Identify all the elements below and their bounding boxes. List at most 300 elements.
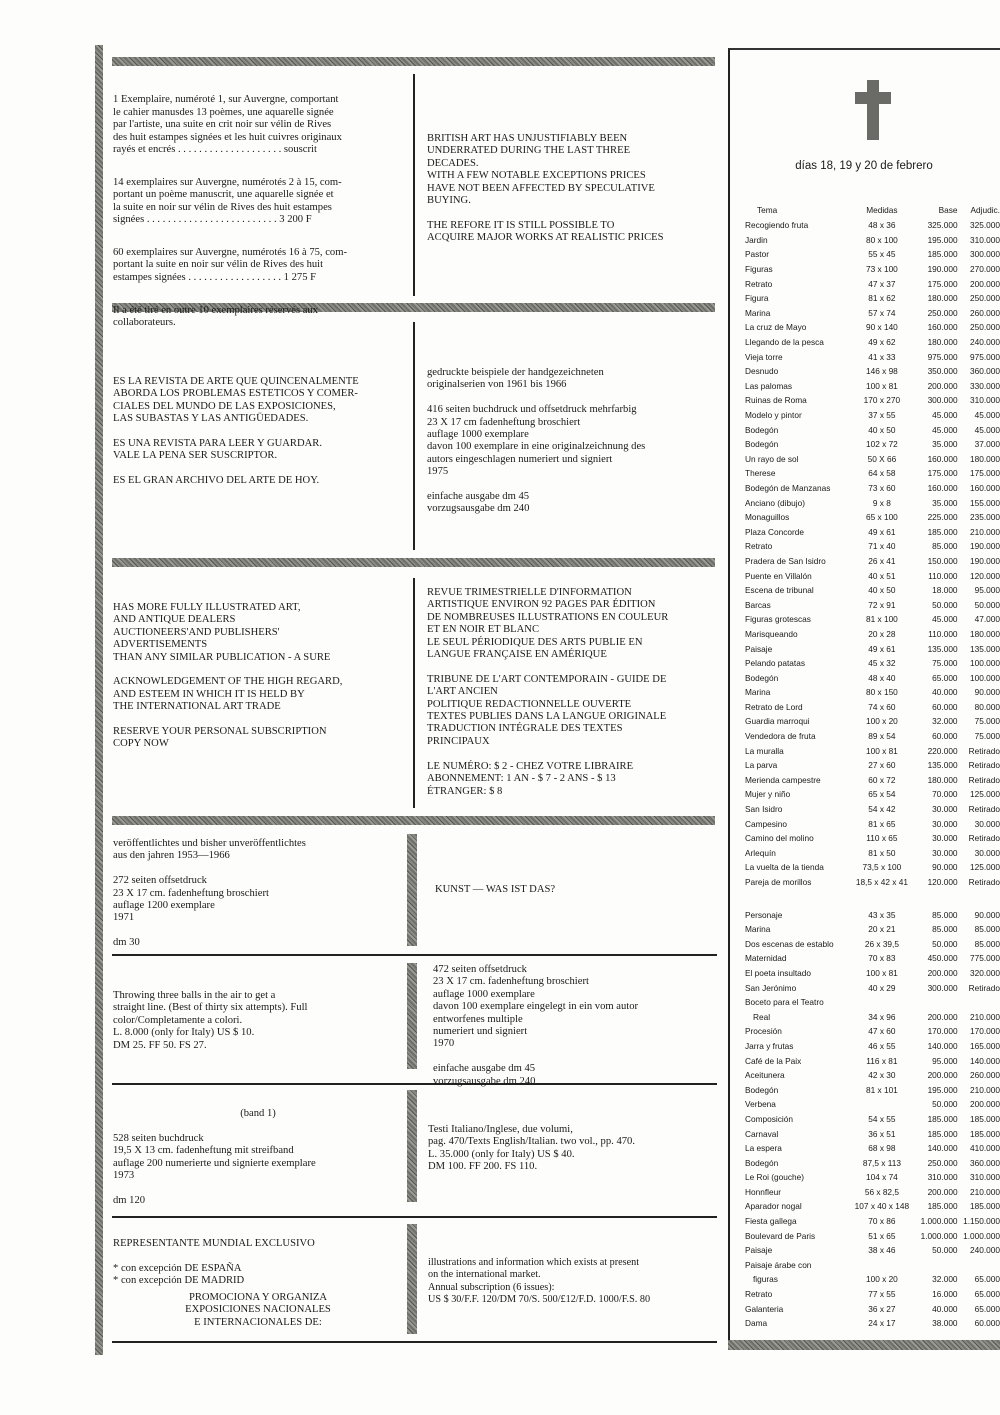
cell-base: 300.000 <box>927 395 958 406</box>
table-row <box>745 583 1000 598</box>
cell-tema: Guardia marroqui <box>745 716 810 727</box>
cell-base: 140.000 <box>927 1143 958 1154</box>
cell-adjudic: 210.000 <box>970 1084 1000 1095</box>
cell-adjudic: 310.000 <box>970 234 1000 245</box>
cell-adjudic: 185.000 <box>970 1128 1000 1139</box>
cell-adjudic: 45.000 <box>974 410 1000 421</box>
cell-base: 85.000 <box>932 909 958 920</box>
cell-tema: Pradera de San Isidro <box>745 555 826 566</box>
cell-tema: Paisaje <box>745 1245 773 1256</box>
cell-medidas: 48 x 40 <box>868 672 896 683</box>
cell-adjudic: 240.000 <box>970 1245 1000 1256</box>
cell-medidas: 42 x 30 <box>868 1070 896 1081</box>
cell-medidas: 73,5 x 100 <box>862 862 902 873</box>
cell-medidas: 72 x 91 <box>868 599 896 610</box>
table-row <box>745 831 1000 846</box>
cell-tema: Ruinas de Roma <box>745 395 807 406</box>
cell-tema: Verbena <box>745 1099 776 1110</box>
cell-base: 160.000 <box>927 482 958 493</box>
cell-tema: Jarra y frutas <box>745 1040 794 1051</box>
cell-medidas: 37 x 55 <box>868 410 896 421</box>
gedruckte-ad: gedruckte beispiele der handgezeichneten originalserien von 1961 bis 1966 416 seiten buchdruck und offsetdruck mehrfarbig 23 X 17 cm fadenheftung broschiert auflage 1000 exemplare davon 100 exemplare in eine originalzeichnung des autors eingeschlagen numeriert und signiert 1975 einfache ausgabe dm 45 vorzugsausgabe dm 240 <box>427 367 646 515</box>
cell-adjudic: 80.000 <box>974 701 1000 712</box>
table-row <box>745 670 1000 685</box>
cell-tema: Marisqueando <box>745 628 798 639</box>
cell-medidas: 81 x 62 <box>868 293 896 304</box>
table-row <box>745 627 1000 642</box>
table-row <box>745 1243 1000 1258</box>
cell-medidas: 80 x 150 <box>865 687 898 698</box>
cell-adjudic: 260.000 <box>970 1070 1000 1081</box>
cell-medidas: 65 x 54 <box>868 789 896 800</box>
cell-medidas: 73 x 60 <box>868 482 896 493</box>
cell-adjudic: 125.000 <box>970 789 1000 800</box>
cell-tema: Camino del molino <box>745 833 814 844</box>
cell-base: 200.000 <box>927 1186 958 1197</box>
cell-base: 120.000 <box>927 877 958 888</box>
cell-adjudic: 250.000 <box>970 322 1000 333</box>
band1-body: 528 seiten buchdruck 19,5 X 13 cm. fadenheftung mit streifband auflage 200 numerierte und signierte exemplare 1973 dm 120 <box>113 1133 316 1207</box>
cell-medidas: 47 x 37 <box>868 278 896 289</box>
cell-adjudic: 75.000 <box>974 716 1000 727</box>
table-row <box>745 1112 1000 1127</box>
cell-medidas: 81 x 101 <box>865 1084 898 1095</box>
cell-adjudic: 210.000 <box>970 1011 1000 1022</box>
table-row <box>745 641 1000 656</box>
column-divider <box>413 322 415 550</box>
cell-adjudic: Retirado <box>968 833 1000 844</box>
cell-tema: Anciano (dibujo) <box>745 497 805 508</box>
cell-adjudic: Retirado <box>968 760 1000 771</box>
cell-tema <box>745 889 852 907</box>
cell-adjudic: 250.000 <box>970 293 1000 304</box>
table-row <box>745 262 1000 277</box>
cell-medidas: 20 x 28 <box>868 628 896 639</box>
cell-tema: Maternidad <box>745 953 787 964</box>
table-row <box>745 937 1000 952</box>
cell-tema: La cruz de Mayo <box>745 322 807 333</box>
cell-base: 250.000 <box>927 1157 958 1168</box>
cell-tema: Figuras grotescas <box>745 614 811 625</box>
cell-base: 160.000 <box>927 322 958 333</box>
table-row <box>745 364 1000 379</box>
cell-tema: La muralla <box>745 745 784 756</box>
table-row <box>745 291 1000 306</box>
cell-tema: Puente en Villalón <box>745 570 812 581</box>
table-row <box>745 846 1000 861</box>
table-row <box>745 408 1000 423</box>
cell-adjudic: 190.000 <box>970 555 1000 566</box>
cell-tema: Bodegón <box>745 439 779 450</box>
cell-adjudic: 360.000 <box>970 1157 1000 1168</box>
cell-adjudic: 235.000 <box>970 512 1000 523</box>
table-row <box>745 714 1000 729</box>
table-row <box>745 966 1000 981</box>
header-medidas: Medidas <box>866 205 898 215</box>
cell-tema: Modelo y pintor <box>745 410 802 421</box>
cell-base: 30.000 <box>932 804 958 815</box>
cell-tema: Las palomas <box>745 380 793 391</box>
cell-adjudic: 140.000 <box>970 1055 1000 1066</box>
cross-icon <box>855 80 891 145</box>
cell-tema: Carnaval <box>745 1128 779 1139</box>
cell-tema: Composición <box>745 1113 793 1124</box>
cell-adjudic: 325.000 <box>970 220 1000 231</box>
cell-base: 350.000 <box>927 366 958 377</box>
revue-trimestrielle-ad: REVUE TRIMESTRIELLE D'INFORMATION ARTISTIQUE ENVIRON 92 PAGES PAR ÉDITION DE NOMBREUSES ILLUSTRATIONS EN COULEUR ET EN NOIR ET BLANC LE SEUL PÉRIODIQUE DES ARTS PUBLIE EN LANGUE FRANÇAISE EN AMÉRIQUE TRIBUNE DE L'ART CONTEMPORAIN - GUIDE DE L'ART ANCIEN POLITIQUE REDACTIONNELLE OUVERTE TEXTES PUBLIES DANS LA LANGUE ORIGINALE TRADUCTION INTÉGRALE DES TEXTES PRINCIPAUX LE NUMÉRO: $ 2 - CHEZ VOTRE LIBRAIRE ABONNEMENT: 1 AN - $ 7 - 2 ANS - $ 13 ÉTRANGER: $ 8 <box>427 587 669 797</box>
cell-medidas: 41 x 33 <box>868 351 896 362</box>
cell-adjudic: 1.000.000 <box>963 1230 1000 1241</box>
table-row <box>745 802 1000 817</box>
cell-medidas: 34 x 96 <box>868 1011 896 1022</box>
cell-medidas: 73 x 100 <box>865 264 898 275</box>
cell-base: 185.000 <box>927 1201 958 1212</box>
table-row <box>745 889 1000 907</box>
table-row <box>745 922 1000 937</box>
representante-ad: REPRESENTANTE MUNDIAL EXCLUSIVO * con excepción DE ESPAÑA * con excepción DE MADRID <box>113 1238 315 1287</box>
cell-base: 50.000 <box>932 1245 958 1256</box>
table-row <box>745 1126 1000 1141</box>
cell-base: 325.000 <box>927 220 958 231</box>
cell-base: 85.000 <box>932 541 958 552</box>
cell-base: 180.000 <box>927 774 958 785</box>
cell-medidas: 81 x 100 <box>865 614 898 625</box>
cell-medidas: 104 x 74 <box>865 1172 898 1183</box>
cell-adjudic: 75.000 <box>974 731 1000 742</box>
table-row <box>745 907 1000 922</box>
row-rule <box>112 954 717 956</box>
cell-adjudic: 160.000 <box>970 482 1000 493</box>
table-row <box>745 875 1000 890</box>
cell-adjudic: Retirado <box>968 877 1000 888</box>
table-row <box>745 1316 1000 1331</box>
cell-medidas: 74 x 60 <box>868 701 896 712</box>
cell-adjudic: 37.000 <box>974 439 1000 450</box>
cell-base: 185.000 <box>927 526 958 537</box>
cell-base: 50.000 <box>932 938 958 949</box>
table-row <box>745 1068 1000 1083</box>
cell-medidas: 27 x 60 <box>868 760 896 771</box>
cell-base: 45.000 <box>932 614 958 625</box>
cell-medidas: 26 x 39,5 <box>864 938 899 949</box>
cell-base <box>912 889 958 907</box>
cell-tema: Plaza Concorde <box>745 526 805 537</box>
cell-tema: Retrato <box>745 278 773 289</box>
table-row <box>745 422 1000 437</box>
cell-adjudic: 320.000 <box>970 967 1000 978</box>
table-row <box>745 597 1000 612</box>
cell-base: 65.000 <box>932 672 958 683</box>
table-row <box>745 1170 1000 1185</box>
cell-medidas: 57 x 74 <box>868 307 896 318</box>
cell-adjudic: 360.000 <box>970 366 1000 377</box>
cell-base: 200.000 <box>927 380 958 391</box>
cell-tema: Llegando de la pesca <box>745 337 824 348</box>
cell-adjudic: 65.000 <box>974 1274 1000 1285</box>
cell-base: 32.000 <box>932 1274 958 1285</box>
cell-tema: Campesino <box>745 818 787 829</box>
divider-band <box>112 816 715 825</box>
cell-tema: Boceto para el Teatro <box>745 997 824 1008</box>
cell-base: 195.000 <box>927 234 958 245</box>
cell-adjudic: 200.000 <box>970 278 1000 289</box>
cell-base: 185.000 <box>927 249 958 260</box>
cell-tema: Recogiendo fruta <box>745 220 809 231</box>
cell-base: 195.000 <box>927 1084 958 1095</box>
cell-medidas: 60 x 72 <box>868 774 896 785</box>
cell-medidas: 47 x 60 <box>868 1026 896 1037</box>
table-row <box>745 1287 1000 1302</box>
table-row <box>745 656 1000 671</box>
column-divider <box>413 578 415 808</box>
row-rule <box>112 1341 717 1343</box>
cell-tema: San Jerónimo <box>745 982 797 993</box>
cell-tema: Merienda campestre <box>745 774 821 785</box>
auction-dates: días 18, 19 y 20 de febrero <box>795 160 933 172</box>
cell-base: 250.000 <box>927 307 958 318</box>
cell-adjudic: 165.000 <box>970 1040 1000 1051</box>
cell-base: 185.000 <box>927 1113 958 1124</box>
column-divider <box>407 1224 417 1334</box>
cell-adjudic: 155.000 <box>970 497 1000 508</box>
cell-adjudic: 100.000 <box>970 672 1000 683</box>
cell-adjudic: 95.000 <box>974 585 1000 596</box>
cell-adjudic: 310.000 <box>970 395 1000 406</box>
table-row <box>745 1082 1000 1097</box>
cell-adjudic: 100.000 <box>970 658 1000 669</box>
cell-base: 200.000 <box>927 1070 958 1081</box>
cell-tema: Retrato de Lord <box>745 701 803 712</box>
cell-medidas: 9 x 8 <box>872 497 891 508</box>
table-row <box>745 743 1000 758</box>
cell-medidas: 89 x 54 <box>868 731 896 742</box>
cell-medidas: 146 x 98 <box>865 366 898 377</box>
cell-adjudic: 240.000 <box>970 337 1000 348</box>
cell-medidas: 45 x 32 <box>868 658 896 669</box>
cell-adjudic <box>958 995 1000 1010</box>
table-row <box>745 495 1000 510</box>
cell-adjudic: Retirado <box>968 982 1000 993</box>
left-border-bar <box>95 45 103 1355</box>
cell-adjudic: 85.000 <box>974 924 1000 935</box>
cell-base: 30.000 <box>932 818 958 829</box>
table-row <box>745 1272 1000 1287</box>
edition-note: Il a été tiré en outre 10 exemplaires réservés aux collaborateurs. <box>113 304 319 328</box>
cell-tema: Figuras <box>745 264 773 275</box>
cell-medidas: 20 x 21 <box>868 924 896 935</box>
cell-base: 220.000 <box>927 745 958 756</box>
cell-base: 45.000 <box>932 410 958 421</box>
cell-base: 32.000 <box>932 716 958 727</box>
cell-tema: Pelando patatas <box>745 658 805 669</box>
cell-base: 50.000 <box>932 1099 958 1110</box>
cell-base: 160.000 <box>927 453 958 464</box>
cell-medidas: 26 x 41 <box>868 555 896 566</box>
cell-base <box>912 1258 958 1273</box>
cell-base: 135.000 <box>927 643 958 654</box>
table-row <box>745 1039 1000 1054</box>
cell-base: 38.000 <box>932 1318 958 1329</box>
cell-base: 190.000 <box>927 264 958 275</box>
cell-adjudic: 410.000 <box>970 1143 1000 1154</box>
cell-tema: Bodegón <box>745 1157 779 1168</box>
table-row <box>745 860 1000 875</box>
column-divider <box>413 74 415 296</box>
seiten-472-ad: 472 seiten offsetdruck 23 X 17 cm. fadenheftung broschiert auflage 1000 exemplare davon 100 exemplare eingelegt in ein vom autor entworfenes multiple numeriert und signiert 1970 einfache ausgabe dm 45 vorzugsausgabe dm 240 <box>433 964 639 1087</box>
cell-medidas: 36 x 27 <box>868 1303 896 1314</box>
cell-tema: Marina <box>745 924 771 935</box>
cell-adjudic: 30.000 <box>974 818 1000 829</box>
cell-medidas: 90 x 140 <box>865 322 898 333</box>
table-row <box>745 1258 1000 1273</box>
cell-adjudic: 330.000 <box>970 380 1000 391</box>
table-row <box>745 218 1000 233</box>
cell-medidas: 49 x 61 <box>868 526 896 537</box>
cell-adjudic: 65.000 <box>974 1289 1000 1300</box>
cell-medidas: 48 x 36 <box>868 220 896 231</box>
cell-medidas: 49 x 62 <box>868 337 896 348</box>
table-header-row <box>745 202 1000 218</box>
cell-medidas: 100 x 81 <box>865 967 898 978</box>
table-row <box>745 1053 1000 1068</box>
cell-medidas: 38 x 46 <box>868 1245 896 1256</box>
cell-base: 40.000 <box>932 687 958 698</box>
testi-ad: Testi Italiano/Inglese, due volumi, pag. 470/Texts English/Italian. two vol., pp. 470. L. 35.000 (only for Italy) US $ 40. DM 100. FF 200. FS 110. <box>428 1124 635 1173</box>
table-row <box>745 951 1000 966</box>
cell-base: 200.000 <box>927 967 958 978</box>
cell-medidas: 70 x 86 <box>868 1216 896 1227</box>
cell-tema: Retrato <box>745 541 773 552</box>
cell-base: 180.000 <box>927 293 958 304</box>
cell-adjudic: 65.000 <box>974 1303 1000 1314</box>
cell-medidas <box>852 889 912 907</box>
table-row <box>745 700 1000 715</box>
cell-base: 75.000 <box>932 658 958 669</box>
cell-adjudic: 30.000 <box>974 847 1000 858</box>
cell-base: 90.000 <box>932 862 958 873</box>
cell-tema: Real <box>753 1011 771 1022</box>
cell-medidas: 40 x 29 <box>868 982 896 993</box>
cell-base: 18.000 <box>932 585 958 596</box>
table-row <box>745 539 1000 554</box>
cell-medidas: 55 x 45 <box>868 249 896 260</box>
table-row <box>745 349 1000 364</box>
cell-tema: Therese <box>745 468 776 479</box>
cell-adjudic: 125.000 <box>970 862 1000 873</box>
cell-tema: Galanteria <box>745 1303 784 1314</box>
table-row <box>745 452 1000 467</box>
table-row <box>745 568 1000 583</box>
table-row <box>745 233 1000 248</box>
table-row <box>745 524 1000 539</box>
table-row <box>745 1185 1000 1200</box>
cell-base: 180.000 <box>927 337 958 348</box>
cell-tema: Honnfleur <box>745 1186 781 1197</box>
table-row <box>745 1214 1000 1229</box>
table-row <box>745 466 1000 481</box>
cell-medidas: 64 x 58 <box>868 468 896 479</box>
cell-tema: La vuelta de la tienda <box>745 862 824 873</box>
cell-tema: Bodegón de Manzanas <box>745 482 831 493</box>
cell-base: 16.000 <box>932 1289 958 1300</box>
cell-base: 110.000 <box>928 570 958 581</box>
cell-tema: figuras <box>753 1274 778 1285</box>
cell-medidas: 70 x 83 <box>868 953 896 964</box>
cell-base: 35.000 <box>932 439 958 450</box>
cell-adjudic: 175.000 <box>970 468 1000 479</box>
british-art-ad: BRITISH ART HAS UNJUSTIFIABLY BEEN UNDERRATED DURING THE LAST THREE DECADES. WITH A FEW NOTABLE EXCEPTIONS PRICES HAVE NOT BEEN AFFECTED BY SPECULATIVE BUYING. THE REFORE IT IS STILL POSSIBLE TO ACQUIRE MAJOR WORKS AT REALISTIC PRICES <box>427 133 664 244</box>
table-row <box>745 1228 1000 1243</box>
cell-tema: Procesión <box>745 1026 782 1037</box>
cell-medidas: 24 x 17 <box>868 1318 896 1329</box>
table-row <box>745 306 1000 321</box>
cell-tema: La parva <box>745 760 778 771</box>
table-row <box>745 995 1000 1010</box>
cell-base: 135.000 <box>927 760 958 771</box>
cell-tema: Bodegón <box>745 424 779 435</box>
cell-medidas: 77 x 55 <box>868 1289 896 1300</box>
cell-tema: Marina <box>745 687 771 698</box>
cell-base: 300.000 <box>927 982 958 993</box>
cell-adjudic: 260.000 <box>970 307 1000 318</box>
revista-arte-ad: ES LA REVISTA DE ARTE QUE QUINCENALMENTE ABORDA LOS PROBLEMAS ESTETICOS Y COMER- CIALES DEL MUNDO DE LAS EXPOSICIONES, LAS SUBASTAS Y LAS ANTIGÜEDADES. ES UNA REVISTA PARA LEER Y GUARDAR. VALE LA PENA SER SUSCRIPTOR. ES EL GRAN ARCHIVO DEL ARTE DE HOY. <box>113 376 359 487</box>
cell-base: 60.000 <box>932 701 958 712</box>
cell-adjudic: 170.000 <box>970 1026 1000 1037</box>
cell-tema: Aparador nogal <box>745 1201 802 1212</box>
table-row <box>745 816 1000 831</box>
cell-tema: Dama <box>745 1318 768 1329</box>
cell-adjudic: 85.000 <box>974 938 1000 949</box>
cell-base: 175.000 <box>927 468 958 479</box>
cell-medidas: 81 x 65 <box>868 818 896 829</box>
throwing-balls-ad: Throwing three balls in the air to get a straight line. (Best of thirty six attempts). Full color/Completamente a colori. L. 8.000 (only for Italy) US $ 10. DM 25. FF 50. FS 27. <box>113 990 308 1051</box>
table-row <box>745 773 1000 788</box>
cell-tema: Arlequín <box>745 847 776 858</box>
cell-medidas: 54 x 55 <box>868 1113 896 1124</box>
row-rule <box>112 1216 717 1218</box>
cell-tema: Bodegón <box>745 672 779 683</box>
cell-tema: Personaje <box>745 909 783 920</box>
cell-tema: Aceitunera <box>745 1070 785 1081</box>
cell-medidas: 54 x 42 <box>868 804 896 815</box>
cell-tema: Fiesta gallega <box>745 1216 797 1227</box>
cell-tema: Paisaje <box>745 643 773 654</box>
cell-adjudic: 90.000 <box>974 687 1000 698</box>
cell-tema: Figura <box>745 293 769 304</box>
header-adjudic: Adjudic. <box>970 205 1000 215</box>
cell-adjudic: 775.000 <box>970 953 1000 964</box>
table-row <box>745 335 1000 350</box>
edition-item: 14 exemplaires sur Auvergne, numérotés 2 à 15, com- portant un poème manuscrit, une aquarelle signée et la suite en noir sur vélin de Rives des huit estampes signées . . . . . . . . . . . . . . . . . . . . . . . . . 3 200 F <box>113 176 342 226</box>
cell-base: 225.000 <box>927 512 958 523</box>
cell-tema: San Isidro <box>745 804 783 815</box>
cell-tema: Retrato <box>745 1289 773 1300</box>
table-row <box>745 247 1000 262</box>
cell-tema: La espera <box>745 1143 782 1154</box>
cell-adjudic: 185.000 <box>970 1201 1000 1212</box>
cell-adjudic <box>958 889 1000 907</box>
edition-list <box>113 82 398 342</box>
cell-medidas: 46 x 55 <box>868 1040 896 1051</box>
illustrated-art-ad: HAS MORE FULLY ILLUSTRATED ART, AND ANTIQUE DEALERS AUCTIONEERS'AND PUBLISHERS' ADVERTISEMENTS THAN ANY SIMILAR PUBLICATION - A SURE ACKNOWLEDGEMENT OF THE HIGH REGARD, AND ESTEEM IN WHICH IT IS HELD BY THE INTERNATIONAL ART TRADE RESERVE YOUR PERSONAL SUBSCRIPTION COPY NOW <box>113 602 343 750</box>
cell-tema: Vieja torre <box>745 351 783 362</box>
cell-adjudic: 47.000 <box>974 614 1000 625</box>
cell-medidas: 65 x 100 <box>865 512 898 523</box>
cell-medidas: 68 x 98 <box>868 1143 896 1154</box>
cell-medidas: 100 x 20 <box>865 1274 898 1285</box>
cell-medidas: 87,5 x 113 <box>862 1157 901 1168</box>
table-row <box>745 379 1000 394</box>
